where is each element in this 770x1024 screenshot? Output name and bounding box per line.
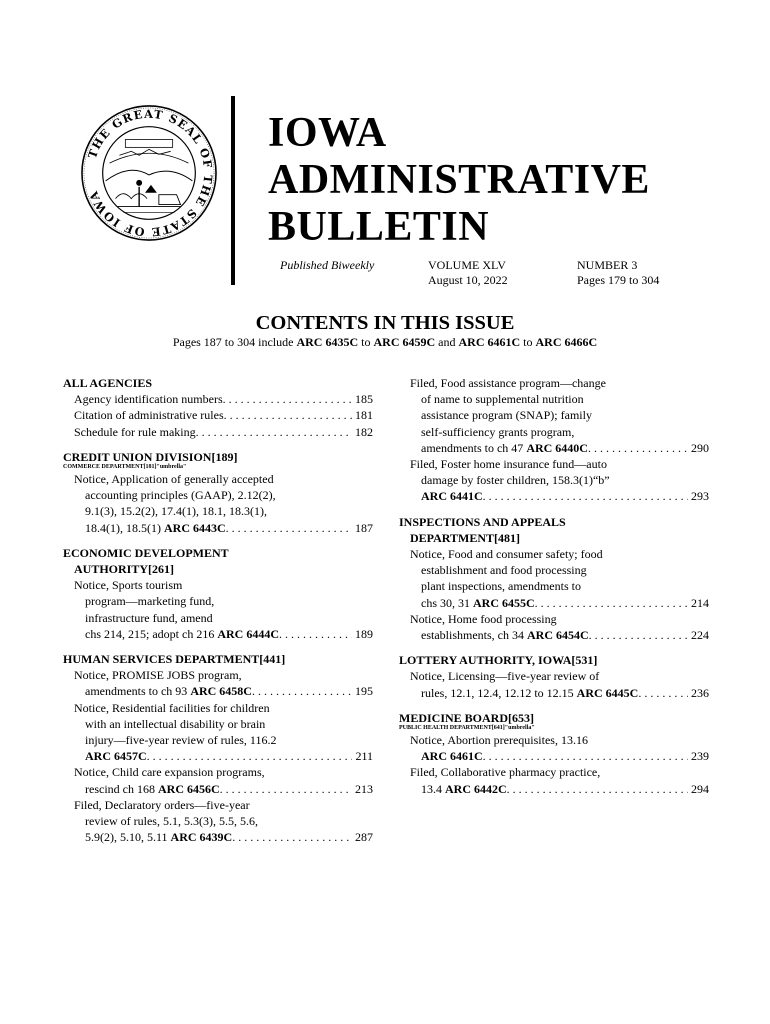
contents-entry[interactable]: chs 30, 31 ARC 6455C . . . 214: [399, 595, 709, 611]
agency-umbrella: PUBLIC HEALTH DEPARTMENT[641]"umbrella": [399, 725, 535, 732]
entry-line: with an intellectual disability or brain: [85, 716, 266, 731]
agency-heading: HUMAN SERVICES DEPARTMENT[441]: [63, 652, 286, 667]
header-divider: [231, 96, 235, 285]
page-range: Pages 179 to 304: [577, 273, 660, 287]
contents-entry[interactable]: amendments to ch 47 ARC 6440C . . . 290: [399, 440, 709, 456]
entry-line: program—marketing fund,: [85, 594, 215, 609]
contents-entry[interactable]: ARC 6441C . . . 293: [399, 488, 709, 504]
entry-line: Notice, Food and consumer safety; food: [410, 547, 603, 562]
entry-line: Notice, Home food processing: [410, 611, 557, 626]
entry-line: damage by foster children, 158.3(1)“b”: [421, 473, 610, 488]
entry-line: Notice, Application of generally accepted: [74, 472, 274, 487]
agency-heading: MEDICINE BOARD[653]: [399, 710, 534, 725]
entry-line: Notice, Child care expansion programs,: [74, 765, 265, 780]
title-line: ADMINISTRATIVE: [268, 157, 650, 203]
agency-heading: ALL AGENCIES: [63, 376, 153, 390]
svg-text:THE GREAT SEAL OF THE STATE OF: THE GREAT SEAL OF THE STATE OF IOWA: [84, 106, 216, 240]
entry-line: plant inspections, amendments to: [421, 579, 581, 594]
agency-heading: ECONOMIC DEVELOPMENT: [63, 545, 229, 560]
contents-subheading: Pages 187 to 304 include ARC 6435C to ARC 6459C and ARC 6461C to ARC 6466C: [172, 335, 598, 349]
entry-line: Filed, Declaratory orders—five-year: [74, 797, 250, 812]
entry-line: 9.1(3), 15.2(2), 17.4(1), 18.1, 18.3(1),: [85, 504, 267, 519]
contents-entry[interactable]: Citation of administrative rules . . . 181: [63, 407, 373, 423]
entry-line: review of rules, 5.1, 5.3(3), 5.5, 5.6,: [85, 814, 258, 829]
contents-entry[interactable]: rescind ch 168 ARC 6456C . . . 213: [63, 781, 373, 797]
contents-entry[interactable]: rules, 12.1, 12.4, 12.12 to 12.15 ARC 6445C . . . 236: [399, 685, 709, 701]
contents-entry[interactable]: ARC 6461C . . . 239: [399, 748, 709, 764]
entry-line: infrastructure fund, amend: [85, 610, 213, 625]
issue-number: NUMBER 3: [577, 258, 638, 272]
entry-line: Notice, Residential facilities for children: [74, 700, 270, 715]
contents-entry[interactable]: ARC 6457C . . . 211: [63, 748, 373, 764]
entry-line: Filed, Food assistance program—change: [410, 376, 606, 390]
agency-heading: AUTHORITY[261]: [74, 562, 175, 577]
entry-line: Filed, Foster home insurance fund—auto: [410, 457, 607, 472]
contents-heading: CONTENTS IN THIS ISSUE: [255, 312, 515, 334]
issue-date: August 10, 2022: [428, 273, 508, 287]
contents-entry[interactable]: 18.4(1), 18.5(1) ARC 6443C . . . 187: [63, 520, 373, 536]
contents-entry[interactable]: Agency identification numbers . . . 185: [63, 391, 373, 407]
bulletin-title: [268, 110, 650, 251]
entry-line: accounting principles (GAAP), 2.12(2),: [85, 488, 276, 503]
entry-line: self-sufficiency grants program,: [421, 424, 575, 439]
contents-entry[interactable]: 5.9(2), 5.10, 5.11 ARC 6439C . . . 287: [63, 829, 373, 845]
entry-line: Filed, Collaborative pharmacy practice,: [410, 765, 601, 780]
entry-line: Notice, PROMISE JOBS program,: [74, 668, 242, 683]
agency-umbrella: COMMERCE DEPARTMENT[181]"umbrella": [63, 464, 187, 471]
entry-line: establishment and food processing: [421, 563, 587, 578]
number-info: [577, 258, 659, 288]
contents-entry[interactable]: establishments, ch 34 ARC 6454C . . . 224: [399, 627, 709, 643]
entry-line: Notice, Licensing—five-year review of: [410, 669, 600, 684]
entry-line: Notice, Abortion prerequisites, 13.16: [410, 733, 588, 748]
entry-line: Notice, Sports tourism: [74, 578, 183, 593]
volume: VOLUME XLV: [428, 258, 506, 272]
title-line: BULLETIN: [268, 204, 490, 250]
contents-right-column: [399, 375, 709, 797]
publication-frequency: Published Biweekly: [280, 258, 375, 272]
state-seal-logo: [80, 104, 218, 242]
contents-entry[interactable]: amendments to ch 93 ARC 6458C . . . 195: [63, 683, 373, 699]
agency-heading: CREDIT UNION DIVISION[189]: [63, 449, 238, 464]
contents-left-column: [63, 375, 373, 845]
entry-line: of name to supplemental nutrition: [421, 392, 584, 407]
volume-info: [428, 258, 508, 288]
entry-line: assistance program (SNAP); family: [421, 408, 592, 423]
agency-heading: DEPARTMENT[481]: [410, 530, 521, 545]
contents-entry[interactable]: chs 214, 215; adopt ch 216 ARC 6444C . . . 189: [63, 626, 373, 642]
title-line: IOWA: [268, 110, 387, 156]
contents-entry[interactable]: 13.4 ARC 6442C . . . 294: [399, 781, 709, 797]
agency-heading: LOTTERY AUTHORITY, IOWA[531]: [399, 653, 598, 668]
entry-line: injury—five-year review of rules, 116.2: [85, 733, 277, 748]
contents-entry[interactable]: Schedule for rule making . . . 182: [63, 424, 373, 440]
agency-heading: INSPECTIONS AND APPEALS: [399, 514, 566, 529]
